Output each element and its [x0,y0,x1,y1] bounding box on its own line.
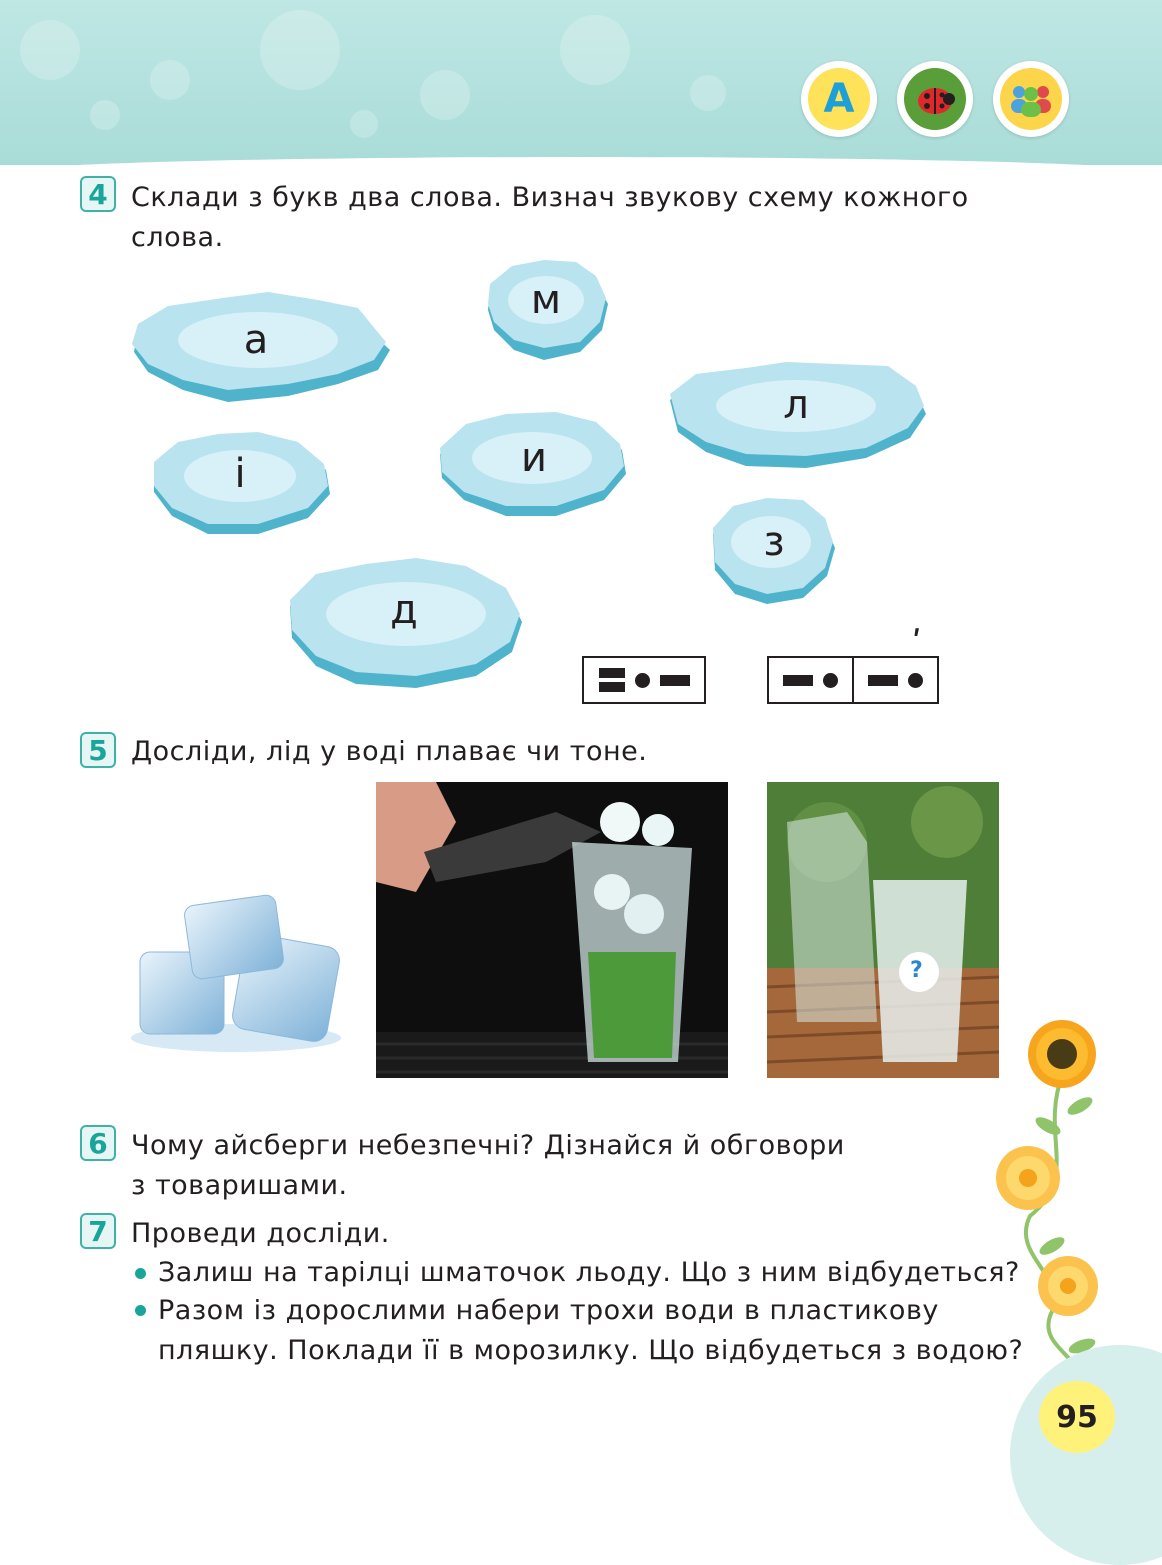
scheme-syllable [584,658,704,702]
ice-into-glass-photo [376,782,728,1078]
consonant-dash [783,675,813,686]
floe-letter-l: л [783,382,809,428]
task-5-instruction: Досліди, лід у воді плаває чи тоне. [131,736,648,767]
page-number: 95 [1039,1381,1115,1453]
floe-letter-i: і [234,451,246,497]
bubble-decor [20,20,80,80]
alphabet-badge [801,61,877,137]
scheme-syllable [854,658,937,702]
task-6-instruction: Чому айсберги небезпечні? Дізнайся й обговори з товаришами. [131,1130,845,1201]
sound-scheme-1 [582,656,706,704]
floe-letter-a: а [243,317,269,363]
ladybug-icon [904,68,966,130]
task-number-4: 4 [80,176,116,212]
bubble-decor [690,75,726,111]
header-band [0,0,1162,165]
soft-hard-consonant-mark [599,668,625,692]
floe-letter-m: м [530,277,562,323]
bubble-decor [260,10,340,90]
task-number-5: 5 [80,732,116,768]
stress-mark: ʹ [912,624,922,662]
floe-letter-y: и [521,435,547,481]
task-number-6: 6 [80,1125,116,1161]
vowel-dot [635,673,650,688]
bullet-dot [135,1305,146,1316]
bubble-decor [420,70,470,120]
floe-letter-d: д [390,587,418,633]
letter-a-icon: А [808,68,870,130]
task-7-bullet: Залиш на тарілці шматочок льоду. Що з ним відбудеться? [158,1257,1020,1288]
consonant-dash [868,675,898,686]
ice-cubes-photo [118,888,346,1072]
task-number-7: 7 [80,1213,116,1249]
vowel-dot [823,673,838,688]
scheme-syllable [769,658,854,702]
bubble-decor [350,110,378,138]
nature-badge [897,61,973,137]
task-7-bullet: Разом із дорослими набери трохи води в пластикову пляшку. Поклади її в морозилку. Що відбудеться з водою? [158,1295,1024,1366]
vowel-dot [908,673,923,688]
task-7-instruction: Проведи досліди. [131,1218,390,1249]
bullet-dot [135,1268,146,1279]
question-mark-label: ? [910,958,923,983]
page-corner-circle [1010,1345,1162,1565]
sunflower-decoration [990,1016,1110,1376]
consonant-dash [660,675,690,686]
people-group-icon [1000,68,1062,130]
bubble-decor [90,100,120,130]
group-work-badge [993,61,1069,137]
sound-scheme-2 [767,656,939,704]
bubble-decor [150,60,190,100]
floe-letter-z: з [763,519,785,565]
task-4-instruction: Склади з букв два слова. Визнач звукову схему кожного слова. [131,182,969,253]
glass-of-water-photo [767,782,999,1078]
bubble-decor [560,15,630,85]
